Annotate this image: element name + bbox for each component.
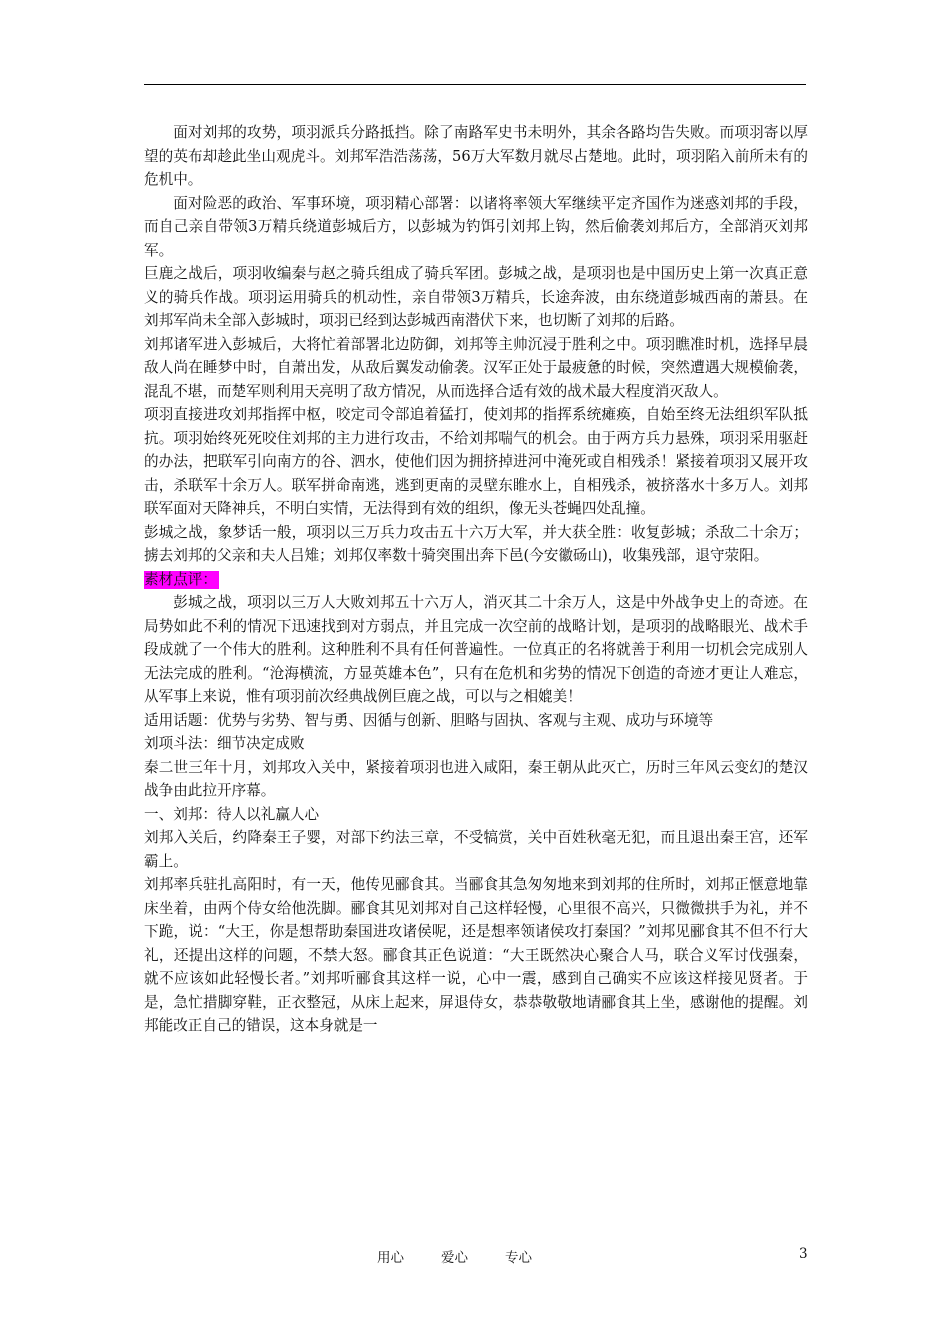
body-paragraph: 彭城之战，项羽以三万人大败刘邦五十六万人，消灭其二十余万人，这是中外战争史上的奇迹。在局势如此不利的情况下迅速找到对方弱点，并且完成一次空前的战略计划，是项羽的战略眼光、战术手段成就了一个伟大的胜利。这种胜利不具有任何普遍性。一位真正的名将就善于利用一切机会完成别人无法完成的胜利。“沧海横流，方显英雄本色”，只有在危机和劣势的情况下创造的奇迹才更让人难忘，从军事上来说，惟有项羽前次经典战例巨鹿之战，可以与之相媲美！ [144,594,808,705]
body-paragraph: 刘邦诸军进入彭城后，大将忙着部署北边防御，刘邦等主帅沉浸于胜利之中。项羽瞧准时机，选择早晨敌人尚在睡梦中时，自萧出发，从敌后翼发动偷袭。汉军正处于最疲惫的时候，突然遭遇大规模偷袭，混乱不堪，而楚军则利用天亮明了敌方情况，从而选择合适有效的战术最大程度消灭敌人。 [144,335,808,400]
body-paragraph: 面对刘邦的攻势，项羽派兵分路抵挡。除了南路军史书未明外，其余各路均告失败。而项羽寄以厚望的英布却趁此坐山观虎斗。刘邦军浩浩荡荡，56万大军数月就尽占楚地。此时，项羽陷入前所未有的危机中。 [144,124,808,188]
footer-motto-word: 用心 [377,1250,404,1266]
page-number: 3 [799,1246,808,1262]
footer-motto [377,1246,569,1266]
footer-motto-word: 专心 [505,1250,532,1266]
highlighted-text: 素材点评： [144,570,217,588]
body-paragraph: 巨鹿之战后，项羽收编秦与赵之骑兵组成了骑兵军团。彭城之战，是项羽也是中国历史上第一次真正意义的骑兵作战。项羽运用骑兵的机动性，亲自带领3万精兵，长途奔波，由东绕道彭城西南的萧县。在刘邦军尚未全部入彭城时，项羽已经到达彭城西南潜伏下来，也切断了刘邦的后路。 [144,265,808,329]
section-label-highlighted [144,568,808,592]
body-paragraph: 项羽直接进攻刘邦指挥中枢，咬定司令部追着猛打，使刘邦的指挥系统瘫痪，自始至终无法组织军队抵抗。项羽始终死死咬住刘邦的主力进行攻击，不给刘邦喘气的机会。由于两方兵力悬殊，项羽采用驱赶的办法，把联军引向南方的谷、泗水，使他们因为拥挤掉进河中淹死或自相残杀！紧接着项羽又展开攻击，杀联军十余万人。联军拼命南逃，逃到更南的灵壁东睢水上，自相残杀，被挤落水十多万人。刘邦联军面对天降神兵，不明白实情，无法得到有效的组织，像无头苍蝇四处乱撞。 [144,406,808,517]
footer-motto-word: 爱心 [441,1250,468,1266]
body-paragraph: 秦二世三年十月，刘邦攻入关中，紧接着项羽也进入咸阳，秦王朝从此灭亡，历时三年风云变幻的楚汉战争由此拉开序幕。 [144,758,808,799]
page-footer [0,1246,950,1270]
body-paragraph: 刘项斗法：细节决定成败 [144,735,305,752]
body-paragraph: 刘邦率兵驻扎高阳时，有一天，他传见郦食其。当郦食其急匆匆地来到刘邦的住所时，刘邦正惬意地靠床坐着，由两个侍女给他洗脚。郦食其见刘邦对自己这样轻慢，心里很不高兴，只微微拱手为礼，并不下跪，说：“大王，你是想帮助秦国进攻诸侯呢，还是想率领诸侯攻打秦国？”刘邦见郦食其不但不行大礼，还提出这样的问题，不禁大怒。郦食其正色说道：“大王既然决心聚合人马，联合义军讨伐强秦，就不应该如此轻慢长者。”刘邦听郦食其这样一说，心中一震，感到自己确实不应该这样接见贤者。于是，急忙措脚穿鞋，正衣整冠，从床上起来，屏退侍女，恭恭敬敬地请郦食其上坐，感谢他的提醒。刘邦能改正自己的错误，这本身就是一 [144,876,808,1034]
body-paragraph: 面对险恶的政治、军事环境，项羽精心部署：以诸将率领大军继续平定齐国作为迷惑刘邦的手段，而自己亲自带领3万精兵绕道彭城后方，以彭城为钓饵引刘邦上钩，然后偷袭刘邦后方，全部消灭刘邦军。 [144,194,808,259]
body-paragraph: 一、刘邦：待人以礼赢人心 [144,805,320,823]
body-paragraph: 适用话题：优势与劣势、智与勇、因循与创新、胆略与固执、客观与主观、成功与环境等 [144,711,714,729]
header-rule [144,84,806,85]
body-paragraph: 刘邦入关后，约降秦王子婴，对部下约法三章，不受犒赏，关中百姓秋毫无犯，而且退出秦王宫，还军霸上。 [144,829,808,870]
body-paragraph: 彭城之战，象梦话一般，项羽以三万兵力攻击五十六万大军，并大获全胜：收复彭城；杀敌二十余万；掳去刘邦的父亲和夫人吕雉；刘邦仅率数十骑突围出奔下邑(今安徽砀山)，收集残部，退守荥阳。 [144,523,808,564]
page-body [144,121,808,1038]
